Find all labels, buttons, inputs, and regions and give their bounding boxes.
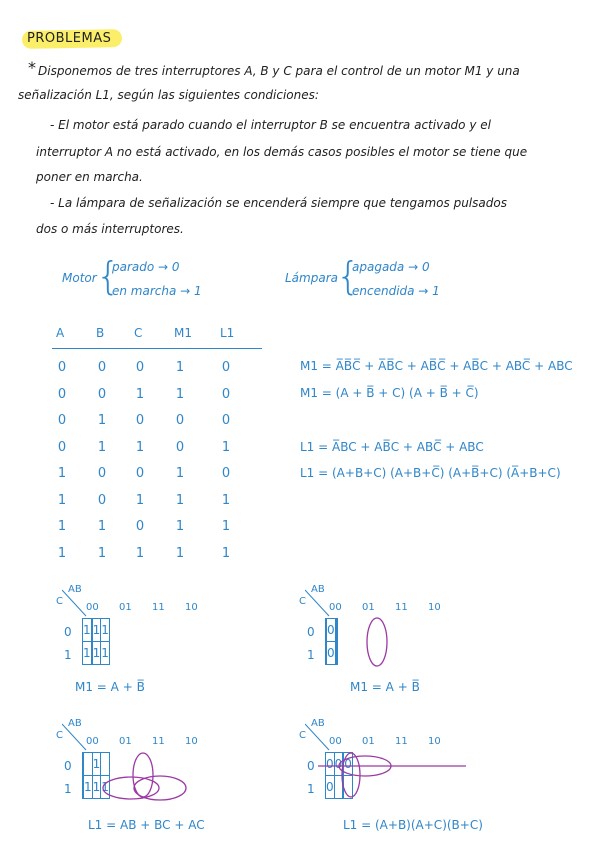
kmap-cell: 1 [83,642,92,665]
truth-table-cell: 0 [97,466,107,481]
kmap-row-label: 1 [307,782,315,796]
kmap-cell [334,776,343,799]
condition-2-line-2: dos o más interruptores. [36,222,184,236]
condition-2-line-1: - La lámpara de señalización se encenderá siempre que tengamos pulsados [50,196,507,210]
kmap-cell: 1 [92,753,101,776]
kmap-result-l1-sop: L1 = AB + BC + AC [88,818,205,832]
truth-table-cell: 1 [175,545,185,561]
kmap-cell [84,753,93,776]
kmap-cell [336,642,337,665]
truth-table-header: L1 [220,326,235,340]
truth-table-cell: 0 [175,413,185,428]
truth-table-cell: 1 [135,439,145,455]
m1-pos-equation: M1 = (A + B̅ + C) (A + B̅ + C̅) [300,386,479,400]
kmap-col-label: 11 [395,736,408,747]
kmap-cell: 1 [84,776,93,799]
kmap-cell: 0 [327,642,336,665]
l1-sop-loop-a [134,776,186,800]
bullet: * [28,58,36,77]
kmap-cell: 0 [327,619,336,642]
kmap-cell: 1 [101,776,110,799]
kmap-c-label: C [299,730,306,741]
kmap-c-label: C [299,596,306,607]
kmap-col-label: 10 [428,602,441,613]
truth-table-cell: 1 [221,492,231,508]
motor-label: Motor [62,271,97,285]
kmap-cell: 1 [92,619,101,642]
kmap-cell: 0 [326,753,335,776]
lamp-brace: { [336,254,361,298]
truth-table-cell: 1 [97,545,107,561]
kmap-col-label: 01 [362,736,375,747]
kmap-row-label: 1 [64,782,72,796]
truth-table-cell: 1 [175,519,185,534]
truth-table-cell: 1 [221,545,231,561]
l1-pos-equation: L1 = (A+B+C) (A+B+C̅) (A+B̅+C) (A̅+B+C) [300,466,561,480]
truth-table-cell: 0 [97,386,107,402]
kmap-cell [336,619,337,642]
truth-table-cell: 1 [57,519,67,534]
truth-table-header: A [56,326,65,340]
truth-table-header: M1 [174,326,192,340]
kmap-col-label: 01 [119,602,132,613]
kmap-cell: 1 [83,619,92,642]
truth-table-header: B [96,326,105,340]
kmap-cell [344,776,353,799]
kmap-col-label: 11 [152,602,165,613]
kmap-result-m1-sop: M1 = A + B̅ [75,680,145,694]
statement-line-1: Disponemos de tres interruptores A, B y C para el control de un motor M1 y una [38,64,520,78]
m1-sop-equation: M1 = A̅B̅C̅ + A̅B̅C + AB̅C̅ + AB̅C + ABC̅ + ABC [300,359,573,373]
truth-table-cell: 0 [97,360,107,375]
kmap-col-label: 00 [86,602,99,613]
condition-1-line-3: poner en marcha. [36,170,143,184]
kmap-c-label: C [56,596,63,607]
kmap-col-label: 10 [428,736,441,747]
kmap-row-label: 1 [307,648,315,662]
kmap-cell: 0 [334,753,343,776]
kmap-col-label: 00 [329,736,342,747]
kmap-cell: 1 [92,642,101,665]
kmap-cell: 0 [344,753,353,776]
truth-table-cell: 1 [221,439,231,455]
kmap-ab-label: AB [68,718,82,729]
truth-table-cell: 1 [97,413,107,428]
truth-table-cell: 0 [135,360,145,375]
kmap-col-label: 01 [362,602,375,613]
truth-table-cell: 1 [57,466,67,481]
truth-table-cell: 0 [57,439,67,455]
truth-table-cell: 0 [221,466,231,481]
truth-table-cell: 1 [175,386,185,402]
truth-table-cell: 1 [97,519,107,534]
condition-1-line-2: interruptor A no está activado, en los demás casos posibles el motor se tiene que [36,145,528,159]
truth-table-cell: 1 [135,492,145,508]
motor-on: en marcha → 1 [112,284,202,298]
kmap-col-label: 11 [395,602,408,613]
statement-line-2: señalización L1, según las siguientes condiciones: [18,88,319,102]
truth-table-cell: 1 [57,545,67,561]
motor-brace: { [96,254,121,298]
truth-table-cell: 0 [57,386,67,402]
kmap-cell: 1 [101,619,110,642]
truth-table-cell: 1 [175,360,185,375]
l1-sop-equation: L1 = A̅BC + AB̅C + ABC̅ + ABC [300,440,484,454]
lamp-on: encendida → 1 [352,284,440,298]
kmap-row-label: 0 [307,759,315,773]
kmap-c-label: C [56,730,63,741]
kmap-cell: 1 [92,776,101,799]
truth-table-cell: 1 [175,466,185,481]
truth-table-cell: 1 [57,492,67,508]
kmap-row-label: 0 [64,625,72,639]
truth-table-cell: 0 [175,439,185,455]
l1-sop-loop-b [133,753,153,797]
truth-table-cell: 0 [221,360,231,375]
kmap-row-label: 0 [64,759,72,773]
condition-1-line-1: - El motor está parado cuando el interruptor B se encuentra activado y el [50,118,491,132]
kmap-col-label: 00 [329,602,342,613]
kmap-row-label: 0 [307,625,315,639]
page-title: PROBLEMAS [27,31,112,46]
l1-sop-loop-c [103,777,159,799]
truth-table-cell: 1 [97,439,107,455]
truth-table-cell: 1 [135,545,145,561]
kmap-result-l1-pos: L1 = (A+B)(A+C)(B+C) [343,818,483,832]
kmap-row-label: 1 [64,648,72,662]
kmap-cell [101,753,110,776]
lamp-label: Lámpara [285,271,338,285]
kmap-cell: 0 [326,776,335,799]
truth-table-cell: 0 [135,413,145,428]
truth-table-cell: 0 [57,360,67,375]
kmap-ab-label: AB [68,584,82,595]
lamp-off: apagada → 0 [352,260,430,274]
truth-table-cell: 0 [221,413,231,428]
truth-table-cell: 0 [57,413,67,428]
truth-table-cell: 1 [135,386,145,402]
kmap-result-m1-pos: M1 = A + B̅ [350,680,420,694]
truth-table-cell: 0 [97,492,107,508]
truth-table-cell: 0 [221,386,231,402]
motor-off: parado → 0 [112,260,180,274]
kmap-cell: 1 [101,642,110,665]
truth-table-header: C [134,326,143,340]
truth-table-cell: 0 [135,466,145,481]
kmap-col-label: 10 [185,736,198,747]
kmap-col-label: 01 [119,736,132,747]
truth-table-cell: 0 [135,519,145,534]
kmap-ab-label: AB [311,584,325,595]
kmap-ab-label: AB [311,718,325,729]
kmap-col-label: 10 [185,602,198,613]
truth-table-rule [52,348,262,349]
m1-pos-loop [367,618,387,666]
kmap-col-label: 11 [152,736,165,747]
kmap-col-label: 00 [86,736,99,747]
truth-table-cell: 1 [221,519,231,534]
truth-table-cell: 1 [175,492,185,508]
